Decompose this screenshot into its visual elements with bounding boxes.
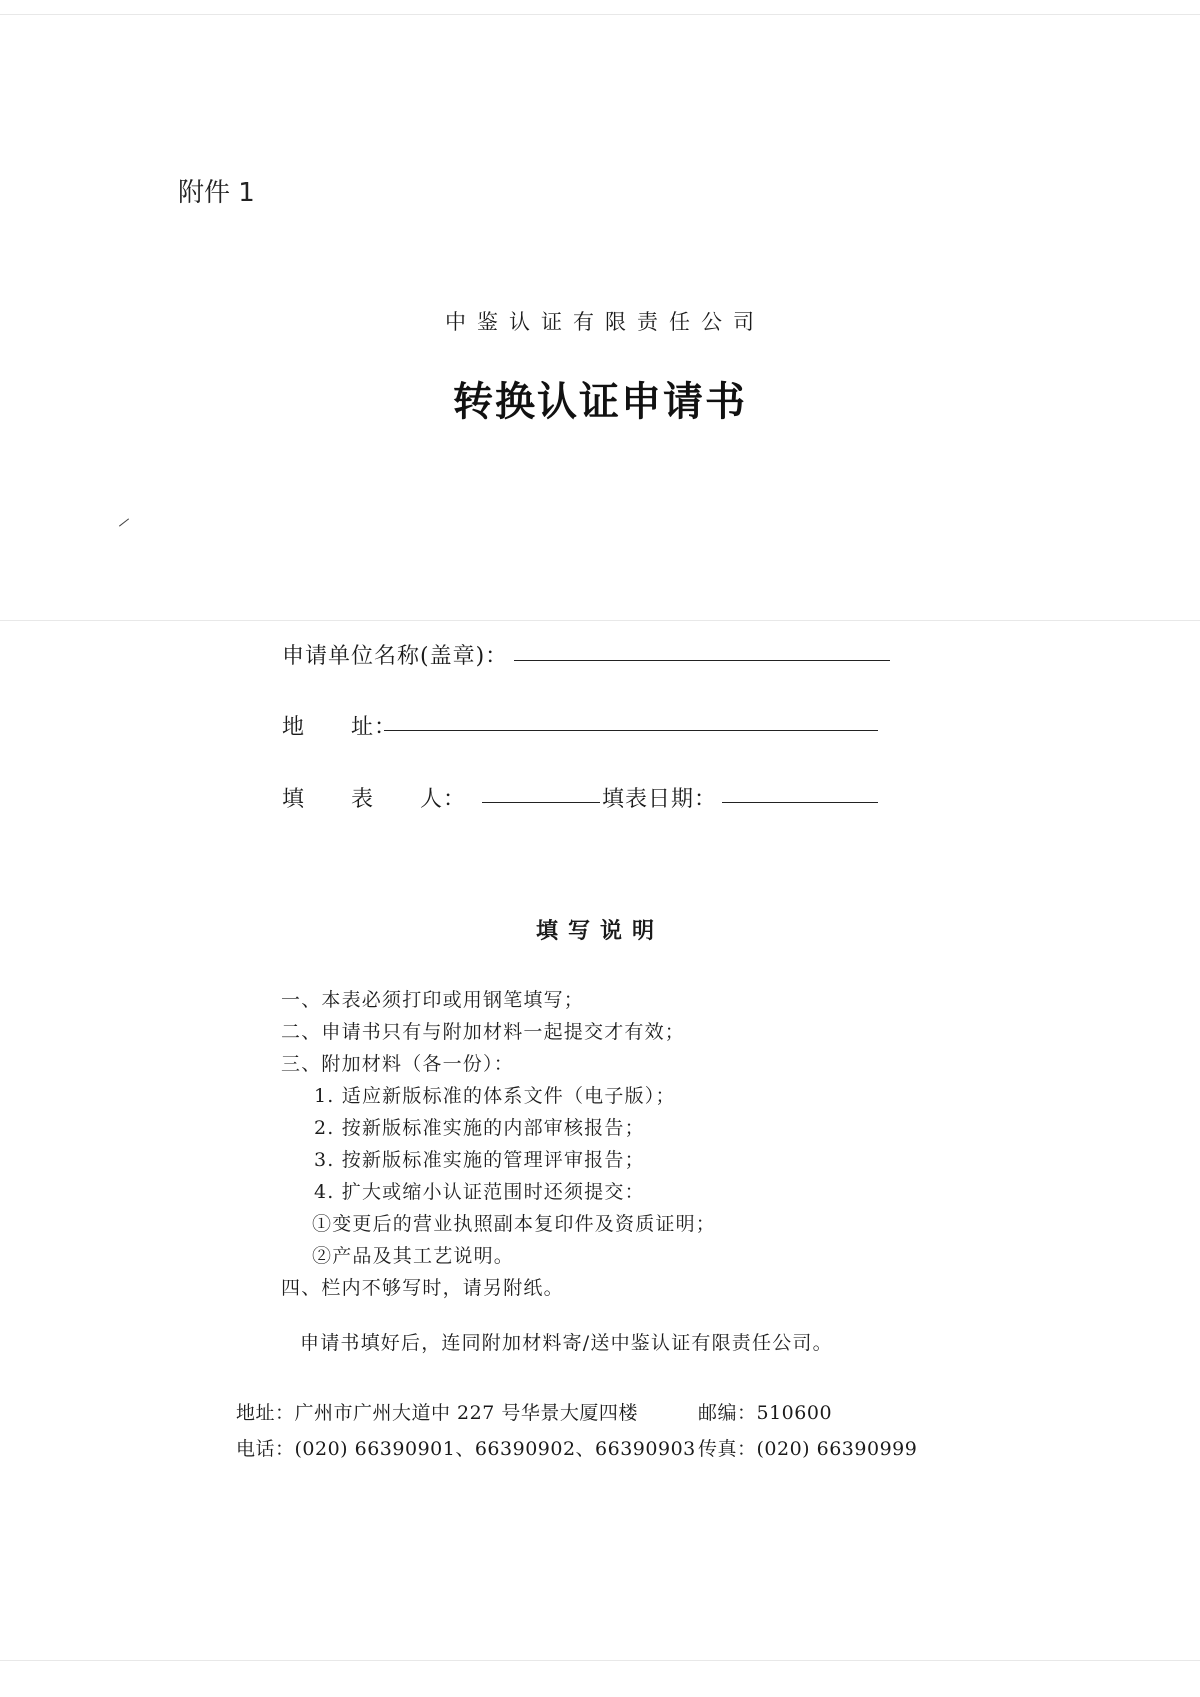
instruction-item: 二、申请书只有与附加材料一起提交才有效； [281,1021,686,1043]
applicant-label: 申请单位名称(盖章)： [282,644,509,669]
contact-address: 地址：广州市广州大道中 227 号华景大厦四楼 [236,1402,638,1424]
contact-fax: 传真：(020) 66390999 [698,1438,918,1460]
instruction-subitem: 1. 适应新版标准的体系文件（电子版）； [314,1085,676,1107]
address-line[interactable] [384,730,878,731]
scan-artifact-line [0,14,1200,15]
filler-line[interactable] [482,802,600,803]
instructions-title: 填写说明 [535,918,664,944]
instruction-subitem: 3. 按新版标准实施的管理评审报告； [314,1149,645,1171]
instruction-subitem: 4. 扩大或缩小认证范围时还须提交： [314,1181,645,1203]
instruction-subitem: 2. 按新版标准实施的内部审核报告； [314,1117,645,1139]
instruction-item: 一、本表必须打印或用钢笔填写； [281,989,585,1011]
date-line[interactable] [722,802,878,803]
document-title: 转换认证申请书 [453,378,747,425]
scan-artifact-line [0,1660,1200,1661]
instruction-subitem: ①变更后的营业执照副本复印件及资质证明； [312,1213,717,1235]
scan-artifact-line [0,620,1200,621]
address-label: 地 址： [282,715,398,740]
applicant-line[interactable] [514,660,890,661]
filler-label: 填 表 人： [282,787,467,812]
contact-phone: 电话：(020) 66390901、66390902、66390903 [236,1438,696,1460]
scan-artifact-mark [119,518,129,526]
date-label: 填表日期： [602,787,718,812]
instruction-subitem: ②产品及其工艺说明。 [312,1245,515,1267]
instruction-item: 四、栏内不够写时，请另附纸。 [281,1277,564,1299]
contact-postcode: 邮编：510600 [698,1402,833,1424]
company-name: 中鉴认证有限责任公司 [445,310,765,334]
submission-note: 申请书填好后，连同附加材料寄/送中鉴认证有限责任公司。 [300,1332,833,1354]
attachment-label: 附件 1 [178,178,255,208]
instruction-item: 三、附加材料（各一份）： [281,1053,514,1075]
